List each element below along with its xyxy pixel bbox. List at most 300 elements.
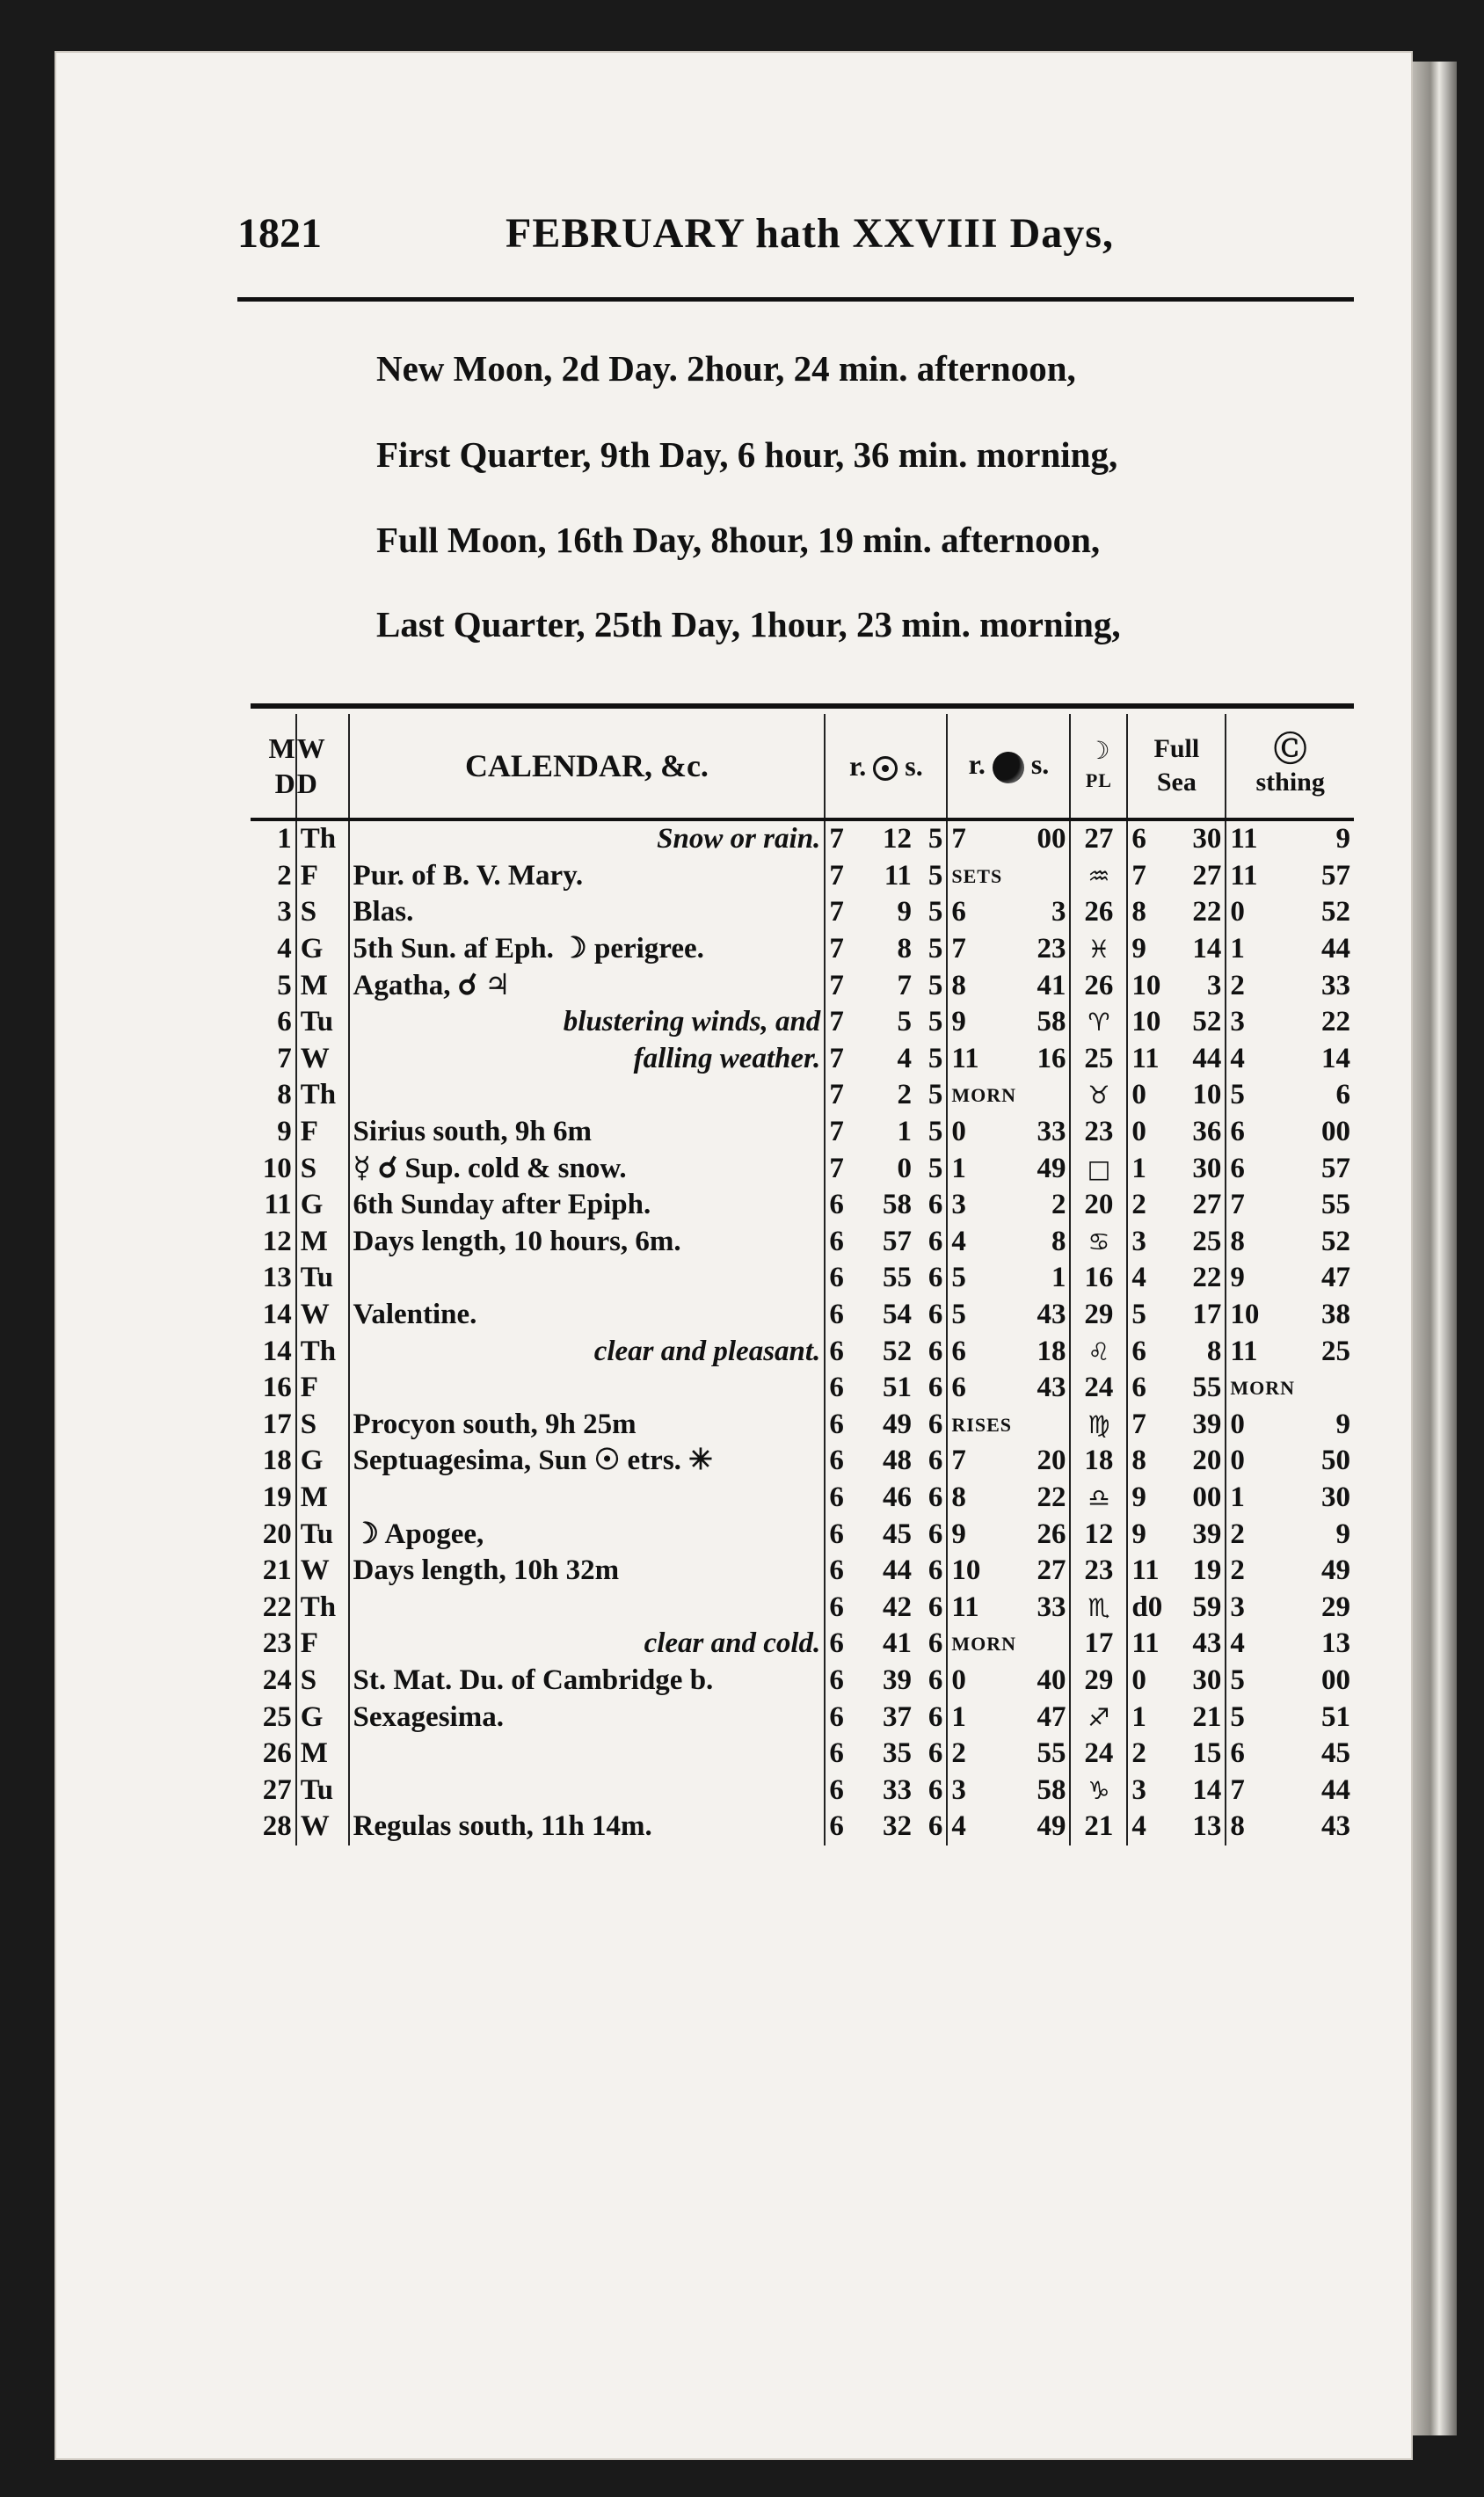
full-sea-minute: 39 (1169, 1516, 1226, 1553)
header-md-top: M (268, 732, 295, 764)
sun-rise-minute: 2 (897, 1079, 912, 1111)
sun-rise-minute: 45 (882, 1518, 912, 1550)
sun-rise-minute: 33 (882, 1773, 912, 1806)
sun-set-hour: 6 (915, 1333, 947, 1370)
moon-minute: 49 (1020, 1809, 1070, 1845)
sun-rise-minute: 55 (882, 1262, 912, 1294)
sun-rise-minute: 7 (897, 969, 912, 1001)
calendar-note: Regulas south, 11h 14m. (349, 1809, 826, 1845)
day-of-week: G (296, 1187, 349, 1224)
header-moon-rise: r. (968, 748, 986, 781)
header-md (251, 714, 296, 819)
calendar-note: Sexagesima. (349, 1699, 826, 1736)
day-of-week: F (296, 1626, 349, 1663)
moon-minute: 22 (1020, 1480, 1070, 1517)
calendar-note: clear and cold. (349, 1626, 826, 1663)
southing-minute: 44 (1321, 1773, 1350, 1806)
full-sea-minute: 22 (1169, 894, 1226, 931)
southing-minute: 33 (1321, 969, 1350, 1001)
sun-set-hour: 5 (915, 1004, 947, 1041)
moon-minute: 43 (1020, 1370, 1070, 1407)
header-moon (947, 714, 1070, 819)
day-of-week: Tu (296, 1260, 349, 1297)
southing-minute: 25 (1321, 1335, 1350, 1367)
sun-rise-hour: 6 (825, 1480, 867, 1517)
southing-minute: 38 (1321, 1299, 1350, 1331)
day-of-month: 7 (277, 1042, 292, 1074)
calendar-note: St. Mat. Du. of Cambridge b. (349, 1663, 826, 1700)
header-moon-place (1070, 714, 1127, 819)
southing-minute: 50 (1321, 1445, 1350, 1477)
header-sun (825, 714, 947, 819)
moon-rise-hour: MORN (951, 1633, 1017, 1656)
sun-rise-hour: 6 (825, 1297, 867, 1334)
sun-rise-minute: 11 (884, 859, 912, 892)
full-sea-hour: 11 (1131, 1554, 1160, 1587)
southing-hour: 9 (1230, 1262, 1245, 1294)
moon-place: ♏ (1070, 1589, 1127, 1626)
southing-minute: 47 (1321, 1262, 1350, 1294)
southing-hour: 4 (1230, 1042, 1245, 1074)
day-of-week: F (296, 1370, 349, 1407)
southing-minute: 52 (1321, 1225, 1350, 1257)
table-row (251, 1150, 1354, 1187)
sun-set-hour: 5 (915, 819, 947, 858)
day-of-week: W (296, 1041, 349, 1078)
moon-rise-hour: MORN (951, 1084, 1017, 1107)
moon-rise-hour: 0 (951, 1116, 966, 1148)
calendar-note: Procyon south, 9h 25m (349, 1407, 826, 1444)
sun-set-hour: 5 (915, 858, 947, 895)
day-of-week: G (296, 931, 349, 968)
sun-rise-hour: 7 (825, 1041, 867, 1078)
sun-set-hour: 6 (915, 1370, 947, 1407)
moon-phase-last-quarter: Last Quarter, 25th Day, 1hour, 23 min. morning, (376, 604, 1121, 644)
day-of-month: 12 (262, 1225, 292, 1257)
day-of-month: 24 (262, 1663, 292, 1696)
calendar-note: falling weather. (349, 1041, 826, 1078)
southing-minute: 13 (1321, 1627, 1350, 1660)
full-sea-minute: 21 (1169, 1699, 1226, 1736)
moon-place: □ (1070, 1150, 1127, 1187)
day-of-month: 28 (262, 1810, 292, 1843)
calendar-table (251, 714, 1354, 1845)
sun-set-hour: 5 (915, 1114, 947, 1151)
table-row (251, 1297, 1354, 1334)
sun-rise-hour: 6 (825, 1187, 867, 1224)
sun-rise-hour: 6 (825, 1224, 867, 1261)
sun-icon (873, 756, 898, 781)
full-sea-hour: 7 (1131, 859, 1146, 892)
table-row (251, 1443, 1354, 1480)
full-sea-minute: 10 (1169, 1077, 1226, 1114)
southing-minute: 49 (1321, 1554, 1350, 1587)
moon-minute: 8 (1020, 1224, 1070, 1261)
moon-rise-hour: 6 (951, 896, 966, 928)
full-sea-hour: 11 (1131, 1627, 1160, 1660)
southing-hour: 10 (1230, 1299, 1260, 1331)
southing-hour: 11 (1230, 1335, 1258, 1367)
moon-rise-hour: 5 (951, 1262, 966, 1294)
moon-rise-hour: 8 (951, 969, 966, 1001)
southing-hour: 11 (1230, 859, 1258, 892)
southing-hour: 3 (1230, 1006, 1245, 1038)
moon-place: 16 (1070, 1260, 1127, 1297)
full-sea-minute: 13 (1169, 1809, 1226, 1845)
sun-rise-hour: 7 (825, 1114, 867, 1151)
day-of-week: W (296, 1553, 349, 1590)
full-sea-hour: 11 (1131, 1042, 1160, 1074)
southing-minute: 52 (1321, 896, 1350, 928)
moon-minute: 27 (1020, 1553, 1070, 1590)
sun-set-hour: 6 (915, 1297, 947, 1334)
day-of-month: 18 (262, 1445, 292, 1477)
full-sea-minute: 27 (1169, 858, 1226, 895)
moon-place: ♈ (1070, 1004, 1127, 1041)
calendar-note: Snow or rain. (349, 819, 826, 858)
sun-rise-hour: 6 (825, 1333, 867, 1370)
day-of-month: 11 (264, 1189, 292, 1221)
table-row (251, 858, 1354, 895)
day-of-week: Th (296, 1589, 349, 1626)
moon-place: 25 (1070, 1041, 1127, 1078)
full-sea-hour: 8 (1131, 896, 1146, 928)
moon-place: 26 (1070, 967, 1127, 1004)
moon-minute (1020, 858, 1070, 895)
full-sea-minute: 00 (1169, 1480, 1226, 1517)
day-of-week: Th (296, 819, 349, 858)
calendar-body (251, 819, 1354, 1845)
southing-hour: 7 (1230, 1189, 1245, 1221)
moon-place: ♋ (1070, 1224, 1127, 1261)
southing-minute: 44 (1321, 933, 1350, 965)
day-of-week: Tu (296, 1516, 349, 1553)
moon-place: 27 (1070, 819, 1127, 858)
header-calendar: CALENDAR, &c. (349, 714, 826, 819)
sun-rise-hour: 7 (825, 819, 867, 858)
sun-set-hour: 6 (915, 1187, 947, 1224)
header-southing (1226, 714, 1354, 819)
header-full-sea (1127, 714, 1226, 819)
full-sea-minute: 36 (1169, 1114, 1226, 1151)
table-row (251, 1809, 1354, 1845)
sun-set-hour: 6 (915, 1736, 947, 1773)
day-of-week: Tu (296, 1004, 349, 1041)
sun-rise-hour: 6 (825, 1553, 867, 1590)
table-row (251, 931, 1354, 968)
moon-place: ♑ (1070, 1772, 1127, 1809)
sun-rise-minute: 5 (897, 1006, 912, 1038)
calendar-note (349, 1480, 826, 1517)
sun-set-hour: 6 (915, 1772, 947, 1809)
moon-place: ♌ (1070, 1333, 1127, 1370)
table-row (251, 1699, 1354, 1736)
sun-rise-hour: 7 (825, 894, 867, 931)
moon-minute: 49 (1020, 1150, 1070, 1187)
sun-set-hour: 6 (915, 1809, 947, 1845)
sun-rise-minute: 54 (882, 1299, 912, 1331)
sun-rise-minute: 57 (882, 1225, 912, 1257)
day-of-month: 6 (277, 1006, 292, 1038)
day-of-week: M (296, 1736, 349, 1773)
sun-set-hour: 5 (915, 1041, 947, 1078)
sun-rise-minute: 42 (882, 1591, 912, 1623)
moon-place: 17 (1070, 1626, 1127, 1663)
day-of-month: 10 (262, 1152, 292, 1184)
sun-set-hour: 6 (915, 1224, 947, 1261)
moon-rise-hour: 7 (951, 933, 966, 965)
full-sea-hour: 6 (1131, 823, 1146, 855)
sun-rise-minute: 4 (897, 1042, 912, 1074)
moon-minute: 26 (1020, 1516, 1070, 1553)
day-of-week: G (296, 1699, 349, 1736)
southing-minute: 6 (1335, 1079, 1350, 1111)
full-sea-minute: 27 (1169, 1187, 1226, 1224)
sun-set-hour: 5 (915, 931, 947, 968)
table-row (251, 1370, 1354, 1407)
table-row (251, 1260, 1354, 1297)
day-of-week: W (296, 1297, 349, 1334)
full-sea-minute: 39 (1169, 1407, 1226, 1444)
moon-rise-hour: 3 (951, 1189, 966, 1221)
header-moon-set: s. (1030, 748, 1050, 781)
sun-rise-hour: 6 (825, 1663, 867, 1700)
full-sea-hour: 10 (1131, 969, 1161, 1001)
sun-rise-hour: 7 (825, 858, 867, 895)
day-of-month: 19 (262, 1481, 292, 1513)
full-sea-minute: 14 (1169, 931, 1226, 968)
calendar-note (349, 1736, 826, 1773)
full-sea-hour: 6 (1131, 1335, 1146, 1367)
day-of-week: W (296, 1809, 349, 1845)
full-sea-hour: 5 (1131, 1299, 1146, 1331)
day-of-month: 20 (262, 1518, 292, 1550)
day-of-week: F (296, 1114, 349, 1151)
southing-hour: 1 (1230, 933, 1245, 965)
table-header-row (251, 714, 1354, 819)
full-sea-minute: 8 (1169, 1333, 1226, 1370)
calendar-note: ☿ ☌ Sup. cold & snow. (349, 1150, 826, 1187)
sun-rise-minute: 12 (882, 823, 912, 855)
sun-set-hour: 6 (915, 1443, 947, 1480)
full-sea-hour: 7 (1131, 1408, 1146, 1440)
header-full-sea-top: Full (1153, 734, 1200, 763)
day-of-week: M (296, 1480, 349, 1517)
sun-set-hour: 5 (915, 894, 947, 931)
day-of-month: 13 (262, 1262, 292, 1294)
sun-rise-hour: 6 (825, 1736, 867, 1773)
calendar-note: Pur. of B. V. Mary. (349, 858, 826, 895)
sun-rise-hour: 6 (825, 1443, 867, 1480)
full-sea-hour: 0 (1131, 1079, 1146, 1111)
southing-minute: 00 (1321, 1663, 1350, 1696)
page-header (193, 209, 1354, 262)
moon-minute: 33 (1020, 1114, 1070, 1151)
southing-hour: 6 (1230, 1116, 1245, 1148)
moon-rise-hour: 11 (951, 1591, 979, 1623)
moon-minute: 41 (1020, 967, 1070, 1004)
moon-rise-hour: 3 (951, 1773, 966, 1806)
moon-minute: 16 (1020, 1041, 1070, 1078)
calendar-note: Valentine. (349, 1297, 826, 1334)
day-of-month: 27 (262, 1773, 292, 1806)
full-sea-minute: 25 (1169, 1224, 1226, 1261)
sun-rise-hour: 7 (825, 967, 867, 1004)
sun-rise-hour: 6 (825, 1699, 867, 1736)
southing-minute: 9 (1335, 823, 1350, 855)
full-sea-hour: 2 (1131, 1737, 1146, 1770)
moon-minute: 40 (1020, 1663, 1070, 1700)
moon-place: 26 (1070, 894, 1127, 931)
moon-place: ♓ (1070, 931, 1127, 968)
day-of-month: 25 (262, 1700, 292, 1733)
sun-rise-hour: 6 (825, 1407, 867, 1444)
day-of-month: 5 (277, 969, 292, 1001)
moon-rise-hour: 11 (951, 1042, 979, 1074)
full-sea-hour: 8 (1131, 1445, 1146, 1477)
sun-rise-minute: 49 (882, 1408, 912, 1440)
sun-rise-minute: 0 (897, 1152, 912, 1184)
day-of-month: 23 (262, 1627, 292, 1660)
southing-minute: 30 (1321, 1481, 1350, 1513)
moon-rise-hour: 1 (951, 1152, 966, 1184)
full-sea-minute: 15 (1169, 1736, 1226, 1773)
southing-hour: 5 (1230, 1079, 1245, 1111)
sun-rise-hour: 7 (825, 1077, 867, 1114)
moon-icon (993, 752, 1024, 783)
sun-set-hour: 6 (915, 1699, 947, 1736)
full-sea-minute: 44 (1169, 1041, 1226, 1078)
moon-minute: 58 (1020, 1772, 1070, 1809)
moon-place: 21 (1070, 1809, 1127, 1845)
day-of-week: S (296, 1663, 349, 1700)
sun-rise-hour: 7 (825, 1004, 867, 1041)
sun-set-hour: 6 (915, 1407, 947, 1444)
moon-minute: 33 (1020, 1589, 1070, 1626)
day-of-week: Th (296, 1077, 349, 1114)
southing-hour: 7 (1230, 1773, 1245, 1806)
moon-place: 29 (1070, 1297, 1127, 1334)
calendar-note: 6th Sunday after Epiph. (349, 1187, 826, 1224)
calendar-note: Agatha, ☌ ♃ (349, 967, 826, 1004)
moon-rise-hour: 1 (951, 1700, 966, 1733)
calendar-note: Days length, 10 hours, 6m. (349, 1224, 826, 1261)
moon-place: ♒ (1070, 858, 1127, 895)
southing-hour: 2 (1230, 969, 1245, 1001)
moon-place: 18 (1070, 1443, 1127, 1480)
calendar-note (349, 1772, 826, 1809)
southing-hour: 0 (1230, 1445, 1245, 1477)
sun-rise-minute: 32 (882, 1810, 912, 1843)
moon-place: 20 (1070, 1187, 1127, 1224)
sun-set-hour: 6 (915, 1626, 947, 1663)
day-of-week: Th (296, 1333, 349, 1370)
moon-place: 12 (1070, 1516, 1127, 1553)
calendar-note: Blas. (349, 894, 826, 931)
table-row (251, 1516, 1354, 1553)
sun-rise-hour: 6 (825, 1370, 867, 1407)
moon-minute: 00 (1020, 819, 1070, 858)
sun-rise-minute: 58 (882, 1189, 912, 1221)
southing-minute: 55 (1321, 1189, 1350, 1221)
full-sea-minute: 30 (1169, 1150, 1226, 1187)
sun-rise-minute: 9 (897, 896, 912, 928)
full-sea-minute: 59 (1169, 1589, 1226, 1626)
day-of-month: 3 (277, 896, 292, 928)
moon-place: 24 (1070, 1370, 1127, 1407)
southing-hour: 1 (1230, 1481, 1245, 1513)
moon-rise-hour: 9 (951, 1006, 966, 1038)
sun-rise-minute: 46 (882, 1481, 912, 1513)
moon-place: ♎ (1070, 1480, 1127, 1517)
calendar-note: Sirius south, 9h 6m (349, 1114, 826, 1151)
moon-minute: 18 (1020, 1333, 1070, 1370)
southing-minute: 57 (1321, 859, 1350, 892)
sun-rise-minute: 8 (897, 933, 912, 965)
calendar-note (349, 1589, 826, 1626)
sun-rise-minute: 35 (882, 1737, 912, 1770)
southing-icon: Ⓒ (1273, 730, 1307, 768)
day-of-month: 22 (262, 1591, 292, 1623)
calendar-note: 5th Sun. af Eph. ☽ perigree. (349, 931, 826, 968)
moon-place: ♉ (1070, 1077, 1127, 1114)
day-of-week: S (296, 1407, 349, 1444)
southing-minute (1298, 1370, 1354, 1407)
southing-hour: 6 (1230, 1152, 1245, 1184)
sun-rise-hour: 6 (825, 1626, 867, 1663)
day-of-week: S (296, 1150, 349, 1187)
full-sea-hour: 1 (1131, 1700, 1146, 1733)
page-edge (1413, 62, 1457, 2435)
header-sun-set: s. (905, 749, 923, 782)
moon-rise-hour: 6 (951, 1335, 966, 1367)
sun-set-hour: 6 (915, 1553, 947, 1590)
southing-hour: 4 (1230, 1627, 1245, 1660)
calendar-note: Septuagesima, Sun ☉ etrs. ✳ (349, 1443, 826, 1480)
moon-place-icon: ☽ (1088, 736, 1110, 765)
southing-minute: 57 (1321, 1152, 1350, 1184)
moon-rise-hour: 8 (951, 1481, 966, 1513)
full-sea-hour: 6 (1131, 1372, 1146, 1404)
southing-hour: 0 (1230, 896, 1245, 928)
full-sea-hour: 0 (1131, 1116, 1146, 1148)
day-of-month: 16 (262, 1372, 292, 1404)
moon-rise-hour: 6 (951, 1372, 966, 1404)
day-of-week: Tu (296, 1772, 349, 1809)
full-sea-hour: 9 (1131, 1518, 1146, 1550)
full-sea-minute: 55 (1169, 1370, 1226, 1407)
southing-hour: 3 (1230, 1591, 1245, 1623)
table-top-rule (251, 703, 1354, 709)
year: 1821 (237, 210, 322, 257)
day-of-month: 1 (277, 823, 292, 855)
table-row (251, 967, 1354, 1004)
southing-minute: 14 (1321, 1042, 1350, 1074)
sun-rise-minute: 51 (882, 1372, 912, 1404)
full-sea-hour: d0 (1131, 1591, 1163, 1623)
sun-rise-minute: 44 (882, 1554, 912, 1587)
header-wd (296, 714, 349, 819)
southing-hour: 8 (1230, 1225, 1245, 1257)
moon-minute: 2 (1020, 1187, 1070, 1224)
full-sea-hour: 9 (1131, 1481, 1146, 1513)
full-sea-hour: 2 (1131, 1189, 1146, 1221)
moon-place: 29 (1070, 1663, 1127, 1700)
full-sea-minute: 43 (1169, 1626, 1226, 1663)
sun-set-hour: 6 (915, 1589, 947, 1626)
day-of-month: 14 (262, 1299, 292, 1331)
sun-set-hour: 6 (915, 1260, 947, 1297)
